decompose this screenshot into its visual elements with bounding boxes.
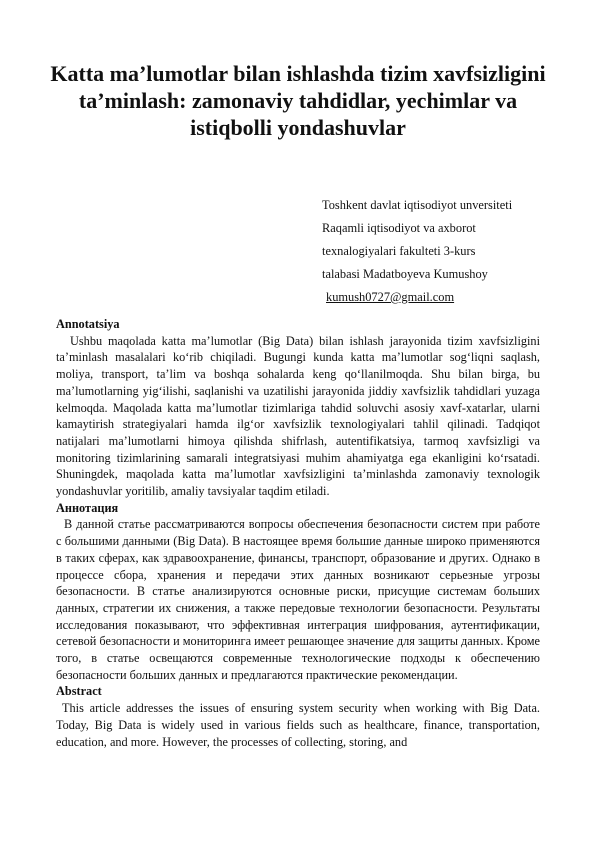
article-body	[56, 316, 540, 750]
author-name: talabasi Madatboyeva Kumushoy	[322, 267, 488, 281]
annotation-ru-text: В данной статье рассматриваются вопросы обеспечения безопасности систем при работе с большими данными (Big Data). В настоящее время большие данные широко применяются в таких сферах, как здравоохранение, финансы, транспорт, образование и других. Однако в процессе сбора, хранения и передачи этих данных возникают серьезные угрозы безопасности. В статье анализируются основные риски, присущие системам больших данных, стратегии их снижения, а также передовые технологии безопасности. Результаты исследования показывают, что эффективная интеграция шифрования, аутентификации, сетевой безопасности и мониторинга имеет решающее значение для защиты данных. Кроме того, в статье освещаются современные технологические подходы к обеспечению безопасности больших данных и предлагаются практические рекомендации.	[56, 517, 540, 682]
annotatsiya-text: Ushbu maqolada katta ma’lumotlar (Big Data) bilan ishlash jarayonida tizim xavfsizligini ta’minlash masalalari ko‘rib chiqiladi. Bugungi kunda katta ma’lumotlar sog‘liqni saqlash, moliya, transport, ta’lim va boshqa sohalarda keng qo‘llanilmoqda. Shu bilan birga, bu ma’lumotlarning yig‘ilishi, saqlanishi va uzatilishi jarayonida jiddiy xavfsizlik tahdidlari yuzaga kelmoqda. Maqolada katta ma’lumotlar tizimlariga tahdid soluvchi asosiy xavf-xatarlar, ularni kamaytirish strategiyalari hamda ilg‘or xavfsizlik texnologiyalari tahlil qilinadi. Tadqiqot natijalari ma’lumotlarni himoya qilishda shifrlash, autentifikatsiya, tarmoq xavfsizligi va monitoring tizimlarining samarali integratsiyasi muhim ahamiyatga ega ekanligini ko‘rsatadi. Shuningdek, maqolada katta ma’lumotlar xavfsizligini ta’minlashda zamonaviy texnologik yondashuvlar yoritilib, amaliy tavsiyalar taqdim etiladi.	[56, 333, 540, 499]
author-faculty-line1: Raqamli iqtisodiyot va axborot	[322, 221, 476, 235]
annotation-ru-heading: Аннотация	[56, 500, 119, 515]
author-email-link[interactable]: kumush0727@gmail.com	[326, 290, 455, 304]
abstract-text: This article addresses the issues of ensuring system security when working with Big Data. Today, Big Data is widely used in various fields such as healthcare, finance, transportation, education, and more. However, the processes of collecting, storing, and	[56, 701, 540, 749]
article-title: Katta ma’lumotlar bilan ishlashda tizim xavfsizligini ta’minlash: zamonaviy tahdidlar, yechimlar va istiqbolli yondashuvlar	[50, 61, 546, 140]
annotatsiya-heading: Annotatsiya	[56, 317, 120, 331]
abstract-heading: Abstract	[56, 684, 102, 699]
author-university: Toshkent davlat iqtisodiyot unversiteti	[322, 198, 513, 212]
author-block	[322, 194, 562, 309]
author-faculty-line2: texnalogiyalari fakulteti 3-kurs	[322, 244, 476, 258]
